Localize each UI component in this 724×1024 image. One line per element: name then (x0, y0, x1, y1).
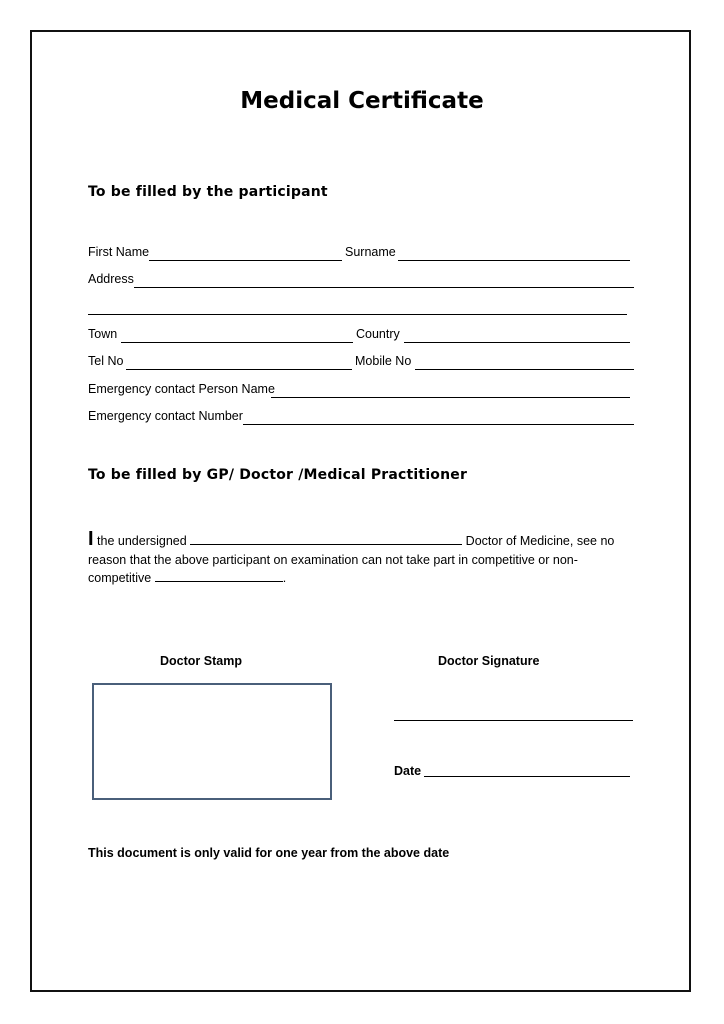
document-title: Medical Certificate (240, 88, 484, 114)
emergency-number-field[interactable] (243, 424, 634, 425)
competitive-field[interactable] (155, 569, 283, 582)
statement-part-2: Doctor of Medicine, see no (465, 534, 615, 548)
emergency-name-label: Emergency contact Person Name (88, 382, 275, 396)
emergency-name-row (88, 382, 636, 400)
first-name-label: First Name (88, 245, 150, 259)
doctor-name-field[interactable] (190, 532, 462, 545)
surname-label: Surname (345, 245, 396, 259)
doctor-stamp-label: Doctor Stamp (160, 654, 242, 668)
statement-line-3 (88, 569, 614, 588)
doctor-stamp-box[interactable] (92, 683, 332, 800)
statement-line-1 (88, 528, 615, 551)
address-field-line-2[interactable] (88, 314, 627, 315)
address-label: Address (88, 272, 134, 286)
statement-end: . (282, 571, 287, 585)
town-label: Town (88, 327, 118, 341)
town-country-row (88, 327, 636, 345)
doctor-statement (88, 528, 615, 588)
doctor-signature-line[interactable] (394, 720, 633, 721)
surname-field[interactable] (398, 260, 630, 261)
statement-line-2: reason that the above participant on examination can not take part in competitive or non- (88, 552, 578, 567)
date-field[interactable] (424, 776, 630, 777)
first-name-field[interactable] (149, 260, 342, 261)
mobile-label: Mobile No (355, 354, 412, 368)
statement-part-1: the undersigned (97, 534, 187, 548)
emergency-number-row (88, 409, 636, 427)
statement-initial: I (88, 528, 94, 550)
participant-section-heading: To be filled by the participant (88, 184, 328, 200)
doctor-signature-label: Doctor Signature (438, 654, 540, 668)
town-field[interactable] (121, 342, 353, 343)
statement-line-3-text: competitive (88, 571, 152, 585)
emergency-number-label: Emergency contact Number (88, 409, 243, 423)
tel-field[interactable] (126, 369, 352, 370)
date-row (394, 764, 421, 778)
emergency-name-field[interactable] (271, 397, 630, 398)
country-field[interactable] (404, 342, 630, 343)
doctor-section-heading: To be filled by GP/ Doctor /Medical Practitioner (88, 467, 468, 483)
address-row-2 (88, 299, 636, 317)
name-row (88, 245, 636, 263)
address-row (88, 272, 636, 290)
country-label: Country (356, 327, 400, 341)
mobile-field[interactable] (415, 369, 634, 370)
date-label: Date (394, 764, 422, 778)
address-field[interactable] (134, 287, 634, 288)
tel-label: Tel No (88, 354, 124, 368)
phone-row (88, 354, 636, 372)
validity-note: This document is only valid for one year from the above date (88, 846, 450, 860)
